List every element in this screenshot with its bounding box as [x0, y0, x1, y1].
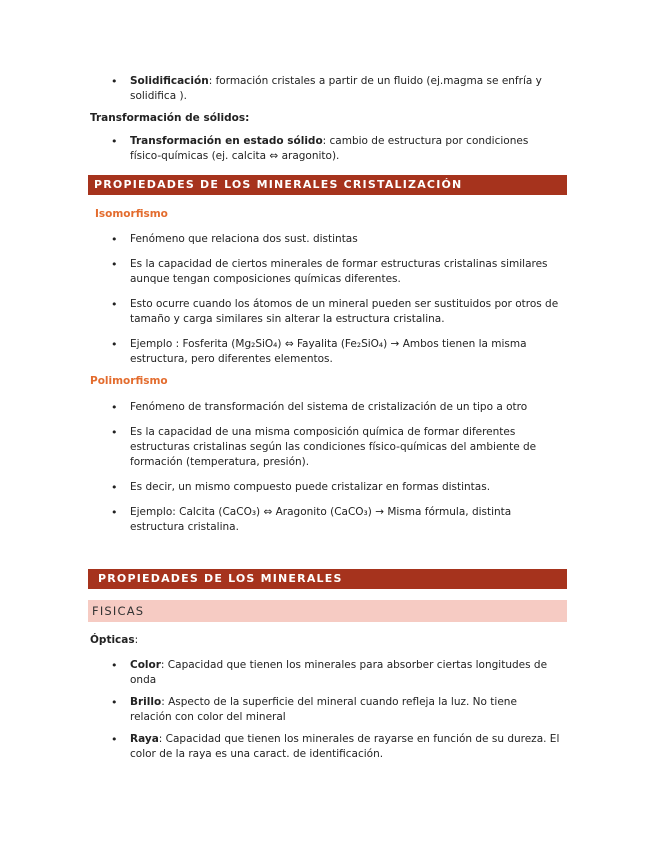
- list-item: • Ejemplo : Fosferita (Mg₂SiO₄) ⇔ Fayalita (Fe₂SiO₄) → Ambos tienen la misma estructura, pero diferentes elementos.: [90, 337, 560, 367]
- list-item: • Fenómeno que relaciona dos sust. distintas: [90, 232, 560, 247]
- solidificacion-list: [90, 74, 560, 114]
- list-item: [90, 134, 560, 164]
- polimorfismo-title: Polimorfismo: [90, 375, 168, 387]
- definition: : Capacidad que tienen los minerales de rayarse en función de su dureza. El color de la raya es una caract. de identificación.: [130, 733, 560, 760]
- list-item: [90, 695, 560, 725]
- definition: : cambio de estructura por condiciones físico-químicas (ej. calcita ⇔ aragonito).: [130, 135, 529, 162]
- definition: : Aspecto de la superficie del mineral cuando refleja la luz. No tiene relación con color del mineral: [130, 696, 517, 723]
- opticas-heading: [90, 634, 138, 646]
- opticas-list: [90, 658, 560, 769]
- isomorfismo-list: [90, 232, 560, 377]
- section-banner-cristalizacion: [88, 175, 567, 195]
- list-item: • Esto ocurre cuando los átomos de un mineral pueden ser sustituidos por otros de tamaño y carga similares sin alterar la estructura cristalina.: [90, 297, 560, 327]
- list-item: • Ejemplo: Calcita (CaCO₃) ⇔ Aragonito (CaCO₃) → Misma fórmula, distinta estructura cristalina.: [90, 505, 560, 535]
- term: Color: [130, 659, 161, 671]
- list-item: • Fenómeno de transformación del sistema de cristalización de un tipo a otro: [90, 400, 560, 415]
- term: Solidificación: [130, 75, 209, 87]
- banner-label: PROPIEDADES DE LOS MINERALES CRISTALIZACIÓN: [94, 178, 463, 191]
- definition: : Capacidad que tienen los minerales para absorber ciertas longitudes de onda: [130, 659, 548, 686]
- list-item: [90, 732, 560, 762]
- list-item: • Es la capacidad de ciertos minerales de formar estructuras cristalinas similares aunque tengan composiciones químicas diferentes.: [90, 257, 560, 287]
- polimorfismo-list: [90, 400, 560, 545]
- fisicas-label: FISICAS: [92, 604, 145, 618]
- transformacion-heading: Transformación de sólidos:: [90, 112, 250, 124]
- term: Raya: [130, 733, 159, 745]
- section-banner-propiedades: [88, 569, 567, 589]
- transformacion-list: [90, 134, 560, 174]
- isomorfismo-title: Isomorfismo: [95, 208, 168, 220]
- banner-label: PROPIEDADES DE LOS MINERALES: [98, 572, 343, 585]
- fisicas-subheading: [88, 600, 567, 622]
- list-item: [90, 74, 560, 104]
- term: Brillo: [130, 696, 162, 708]
- opticas-colon: :: [134, 634, 139, 646]
- list-item: • Es decir, un mismo compuesto puede cristalizar en formas distintas.: [90, 480, 560, 495]
- opticas-label: Ópticas: [90, 634, 135, 646]
- definition: : formación cristales a partir de un fluido (ej.magma se enfría y solidifica ).: [130, 75, 542, 102]
- list-item: [90, 658, 560, 688]
- term: Transformación en estado sólido: [130, 135, 323, 147]
- list-item: • Es la capacidad de una misma composición química de formar diferentes estructuras cristalinas según las condiciones físico-químicas del ambiente de formación (temperatura, presión).: [90, 425, 560, 470]
